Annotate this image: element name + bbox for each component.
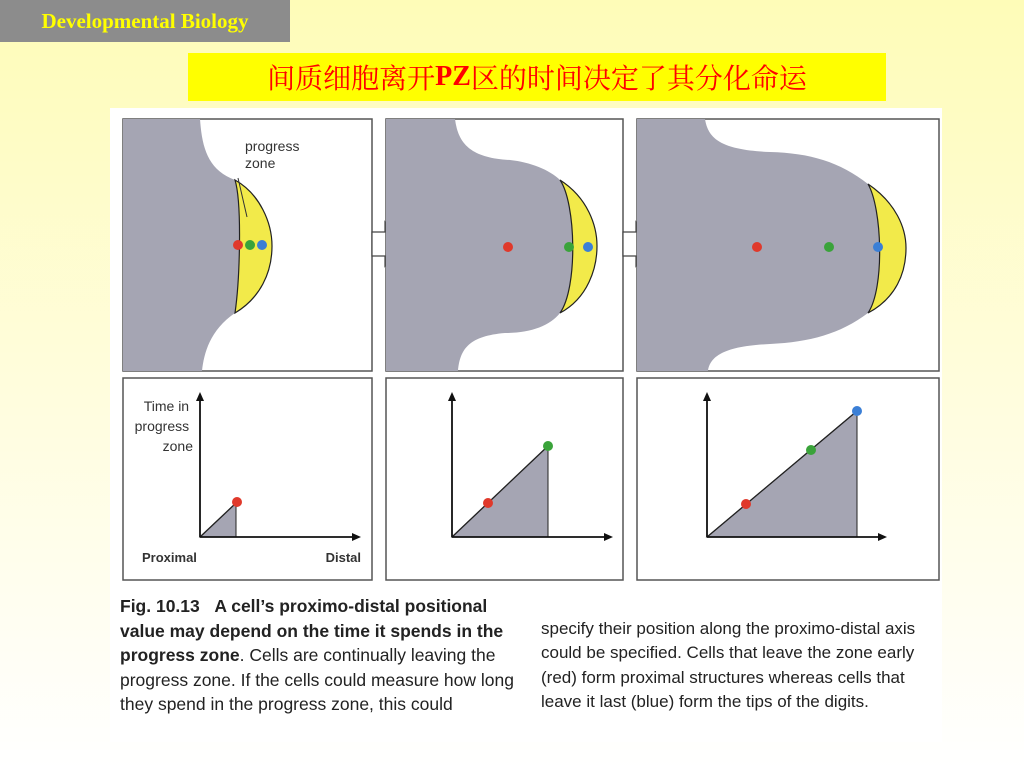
limb-bud-panel-3 <box>637 119 939 371</box>
time-graph-3 <box>637 378 939 580</box>
red-point-graph-1 <box>232 497 242 507</box>
green-point-graph-2 <box>543 441 553 451</box>
axis-y-label-line2: progress <box>134 418 190 434</box>
progress-zone-label-line2: zone <box>245 155 276 171</box>
green-cell-3 <box>824 242 834 252</box>
axis-x-distal: Distal <box>325 550 361 565</box>
slide-title-part1: 间质细胞离开 <box>267 62 436 95</box>
caption-bold-text: A cell’s proximo-distal positional value may depend on the time it spends in the progress zone <box>120 596 504 665</box>
figure-caption-right <box>541 617 941 714</box>
axis-y-label-line1: Time in <box>143 398 190 414</box>
slide-title <box>188 53 886 101</box>
green-cell-1 <box>245 240 255 250</box>
green-point-graph-3 <box>806 445 816 455</box>
blue-cell-3 <box>873 242 883 252</box>
green-cell-2 <box>564 242 574 252</box>
blue-cell-2 <box>583 242 593 252</box>
limb-bud-panel-2 <box>386 119 623 371</box>
slide-title-part2: 区的时间决定了其分化命运 <box>470 62 807 95</box>
blue-point-graph-3 <box>852 406 862 416</box>
blue-cell-1 <box>257 240 267 250</box>
red-cell-2 <box>503 242 513 252</box>
figure-caption-left <box>120 594 530 717</box>
caption-body-left: . Cells are continually leaving the progress zone. If the cells could measure how long they spend in the progress zone, this could <box>120 645 514 714</box>
axis-x-proximal: Proximal <box>142 550 197 565</box>
slide-title-pz: PZ <box>435 61 471 92</box>
progress-zone-label-line1: progress <box>245 138 300 154</box>
course-tag <box>0 0 290 42</box>
axis-y-label-line3: zone <box>162 438 193 454</box>
caption-fig-number: Fig. 10.13 <box>120 596 200 616</box>
course-tag-text: Developmental Biology <box>41 8 249 33</box>
red-cell-3 <box>752 242 762 252</box>
time-graph-2 <box>386 378 623 580</box>
time-graph-1 <box>123 378 372 580</box>
red-point-graph-3 <box>741 499 751 509</box>
caption-body-right: specify their position along the proximo-distal axis could be specified. Cells that leave the zone early (red) form proximal structures whereas cells that leave it last (blue) form the tips of the digits. <box>541 619 916 711</box>
limb-bud-panel-1 <box>123 119 372 371</box>
red-cell-1 <box>233 240 243 250</box>
red-point-graph-2 <box>483 498 493 508</box>
